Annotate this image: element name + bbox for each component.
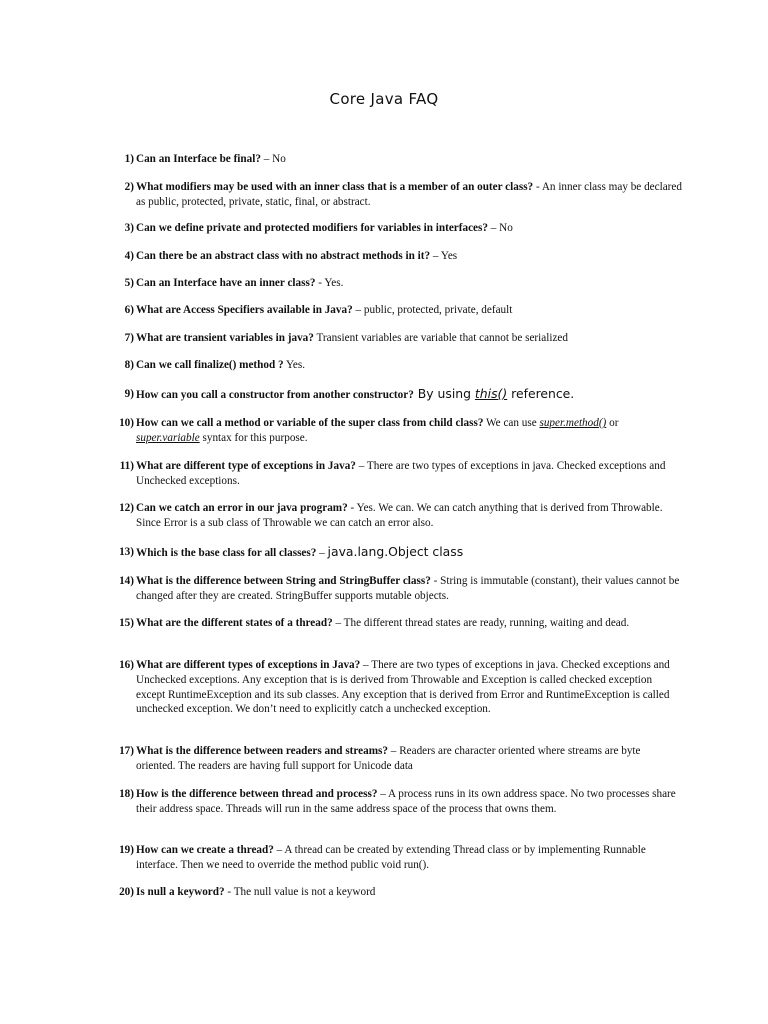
faq-body [136,459,682,489]
faq-number: 15) [119,617,134,629]
faq-body [136,387,682,403]
faq-number: 9) [124,388,134,400]
faq-question: What is the difference between String and StringBuffer class? [136,575,431,587]
faq-number: 13) [119,546,134,558]
faq-question: Can we call finalize() method ? [136,359,284,371]
faq-number: 17) [119,745,134,757]
faq-body [136,249,682,264]
faq-item-10 [108,416,682,446]
faq-question: What is the difference between readers and streams? [136,745,388,757]
faq-item-12 [108,501,682,531]
faq-question: What modifiers may be used with an inner class that is a member of an outer class? [136,181,534,193]
faq-item-5 [108,276,682,291]
faq-item-15 [108,616,682,631]
faq-question: Can an Interface have an inner class? [136,277,316,289]
faq-item-19 [108,843,682,873]
faq-answer: - The null value is not a keyword [224,886,376,898]
faq-item-13 [108,545,682,561]
faq-number: 1) [124,153,134,165]
faq-number: 18) [119,788,134,800]
faq-answer-tail: syntax for this purpose. [199,431,308,444]
page-title: Core Java FAQ [329,90,439,108]
faq-question: Can an Interface be final? [136,153,261,165]
faq-number: 8) [124,359,134,371]
faq-answer: – Readers are character oriented where streams are byte oriented. The readers are having full support for Unicode data [136,745,641,772]
faq-answer-tail: reference. [507,386,575,401]
faq-question: How is the difference between thread and process? [136,788,378,800]
faq-question: Is null a keyword? [136,886,225,898]
faq-item-16 [108,658,682,717]
faq-answer: – There are two types of exceptions in java. Checked exceptions and Unchecked exceptions. Any exception that is is derived from Throwable and Exception is called checked exception except RuntimeException and its sub classes. Any exception that is derived from Error and RuntimeException is called unchecked exception. We don’t need to explicitly catch a unchecked exception. [136,659,670,716]
faq-body [136,658,682,717]
faq-answer: – A thread can be created by extending Thread class or by implementing Runnable interface. Then we need to override the method public void run(). [136,844,646,871]
faq-item-11 [108,459,682,489]
faq-body [136,358,682,373]
faq-body [136,180,682,210]
faq-answer-class: java.lang.Object class [327,544,464,559]
faq-answer: – [316,547,328,559]
faq-body [136,221,682,236]
faq-body [136,885,682,900]
faq-number: 11) [119,460,134,472]
faq-item-17 [108,744,682,774]
faq-number: 20) [119,886,134,898]
faq-body [136,152,682,167]
faq-item-8 [108,358,682,373]
faq-item-1 [108,152,682,167]
faq-item-7 [108,331,682,346]
faq-item-9 [108,387,682,403]
faq-question: What are transient variables in java? [136,332,314,344]
faq-body [136,843,682,873]
faq-body [136,787,682,817]
faq-body [136,331,682,346]
faq-answer: Yes. [283,359,306,371]
faq-body [136,574,682,604]
faq-number: 4) [124,250,134,262]
faq-number: 12) [119,502,134,514]
faq-number: 14) [119,575,134,587]
code-reference: this() [474,386,508,401]
code-reference: super.variable [136,431,200,444]
faq-item-14 [108,574,682,604]
faq-question: What are different type of exceptions in Java? [136,460,356,472]
faq-answer-mid: or [606,417,619,429]
faq-answer: – A process runs in its own address space. No two processes share their address space. Threads will run in the same address space of the process that owns them. [136,788,676,815]
faq-question: How can we call a method or variable of the super class from child class? [136,417,484,429]
faq-body [136,744,682,774]
faq-answer: – The different thread states are ready, running, waiting and dead. [332,617,630,629]
faq-answer: - String is immutable (constant), their values cannot be changed after they are created. StringBuffer supports mutable objects. [136,575,680,602]
faq-answer: – There are two types of exceptions in java. Checked exceptions and Unchecked exceptions. [136,460,666,487]
faq-item-6 [108,303,682,318]
faq-number: 6) [124,304,134,316]
faq-number: 5) [124,277,134,289]
faq-question: Can we define private and protected modifiers for variables in interfaces? [136,222,488,234]
faq-question: Can there be an abstract class with no abstract methods in it? [136,250,431,262]
faq-number: 2) [124,181,134,193]
faq-body [136,303,682,318]
faq-question: How can you call a constructor from another constructor? [136,389,414,401]
faq-question: What are the different states of a thread? [136,617,333,629]
faq-number: 10) [119,417,134,429]
faq-item-20 [108,885,682,900]
code-reference: super.method() [539,417,607,429]
faq-answer: – No [260,153,286,165]
faq-body [136,276,682,291]
faq-item-2 [108,180,682,210]
faq-item-3 [108,221,682,236]
faq-answer: – No [487,222,513,234]
faq-number: 3) [124,222,134,234]
faq-body [136,501,682,531]
faq-question: Which is the base class for all classes? [136,547,317,559]
faq-answer: Transient variables are variable that cannot be serialized [313,332,568,344]
faq-answer: - Yes. We can. We can catch anything that is derived from Throwable. Since Error is a sub class of Throwable we can catch an error also. [136,502,663,529]
faq-item-4 [108,249,682,264]
faq-number: 16) [119,659,134,671]
faq-answer: – Yes [430,250,458,262]
faq-answer: We can use [483,417,540,429]
faq-number: 19) [119,844,134,856]
faq-answer: – public, protected, private, default [352,304,513,316]
faq-question: How can we create a thread? [136,844,274,856]
faq-number: 7) [124,332,134,344]
faq-answer: By using [413,386,475,401]
faq-body [136,545,682,561]
faq-answer: - An inner class may be declared as public, protected, private, static, final, or abstract. [136,181,682,208]
faq-question: What are Access Specifiers available in Java? [136,304,353,316]
faq-question: What are different types of exceptions in Java? [136,659,361,671]
faq-item-18 [108,787,682,817]
faq-body [136,416,682,446]
faq-answer: - Yes. [315,277,344,289]
faq-body [136,616,682,631]
faq-question: Can we catch an error in our java program? [136,502,348,514]
